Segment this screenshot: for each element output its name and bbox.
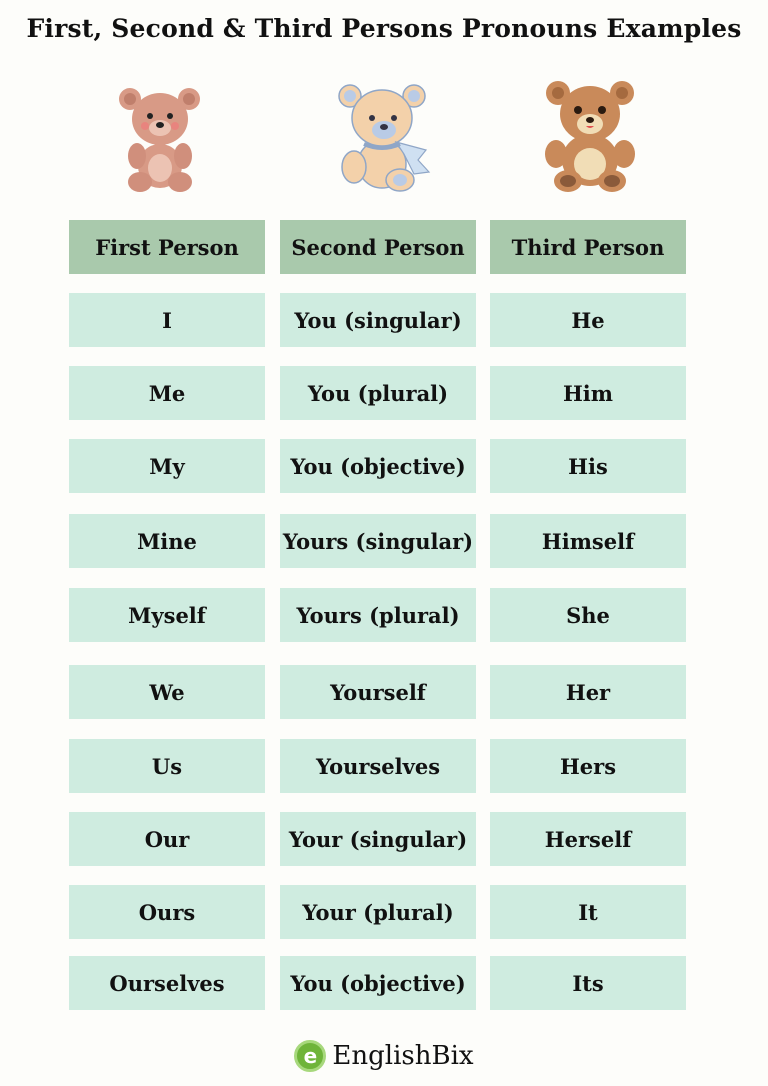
first-person-cell: We	[69, 665, 265, 719]
third-person-cell: Her	[490, 665, 686, 719]
second-person-cell: Yours (singular)	[280, 514, 476, 568]
first-person-cell: Ours	[69, 885, 265, 939]
first-person-cell: Our	[69, 812, 265, 866]
third-person-cell: He	[490, 293, 686, 347]
teddy-bear-pink-icon	[115, 84, 205, 194]
second-person-cell: You (objective)	[280, 439, 476, 493]
third-person-cell: His	[490, 439, 686, 493]
first-person-cell: Myself	[69, 588, 265, 642]
second-person-cell: You (singular)	[280, 293, 476, 347]
second-person-cell: You (objective)	[280, 956, 476, 1010]
column-header-first-person: First Person	[69, 220, 265, 274]
first-person-cell: Us	[69, 739, 265, 793]
teddy-bear-brown-icon	[540, 78, 640, 196]
brand-name: EnglishBix	[332, 1041, 474, 1071]
column-header-second-person: Second Person	[280, 220, 476, 274]
third-person-cell: It	[490, 885, 686, 939]
brand-footer	[0, 1036, 768, 1076]
first-person-cell: Me	[69, 366, 265, 420]
third-person-cell: Its	[490, 956, 686, 1010]
first-person-cell: My	[69, 439, 265, 493]
third-person-cell: Him	[490, 366, 686, 420]
second-person-cell: Yours (plural)	[280, 588, 476, 642]
page-title: First, Second & Third Persons Pronouns Examples	[26, 14, 742, 43]
second-person-cell: Your (singular)	[280, 812, 476, 866]
englishbix-logo-icon: e	[294, 1040, 326, 1072]
third-person-cell: Hers	[490, 739, 686, 793]
second-person-cell: Yourselves	[280, 739, 476, 793]
column-header-third-person: Third Person	[490, 220, 686, 274]
third-person-cell: Himself	[490, 514, 686, 568]
first-person-cell: I	[69, 293, 265, 347]
second-person-cell: Yourself	[280, 665, 476, 719]
second-person-cell: You (plural)	[280, 366, 476, 420]
third-person-cell: Herself	[490, 812, 686, 866]
first-person-cell: Mine	[69, 514, 265, 568]
second-person-cell: Your (plural)	[280, 885, 476, 939]
teddy-bear-blue-ribbon-icon	[334, 82, 434, 197]
first-person-cell: Ourselves	[69, 956, 265, 1010]
third-person-cell: She	[490, 588, 686, 642]
